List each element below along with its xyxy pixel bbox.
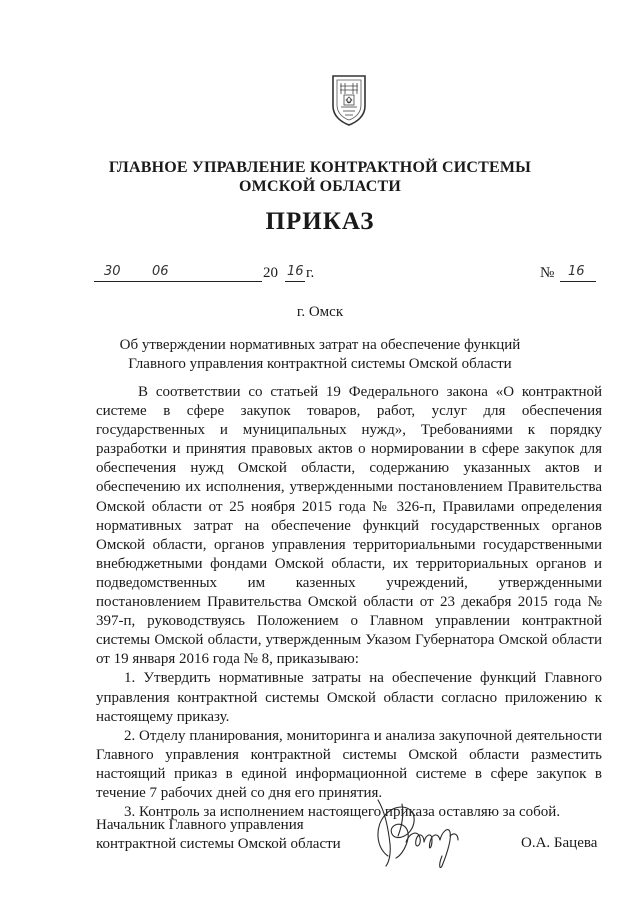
subject-line2: Главного управления контрактной системы Омской области bbox=[128, 356, 512, 372]
year-field bbox=[285, 262, 305, 282]
document-body bbox=[96, 383, 602, 822]
number-field bbox=[560, 262, 596, 282]
subject-line1: Об утверждении нормативных затрат на обеспечение функций bbox=[119, 337, 521, 353]
subject bbox=[0, 336, 640, 374]
city: г. Омск bbox=[296, 304, 344, 320]
date-day: 30 bbox=[104, 264, 121, 279]
signer-name: О.А. Бацева bbox=[521, 835, 598, 851]
organization-name-line1: ГЛАВНОЕ УПРАВЛЕНИЕ КОНТРАКТНОЙ СИСТЕМЫ bbox=[108, 159, 532, 176]
number-label: № bbox=[540, 265, 555, 281]
date-number-row bbox=[0, 262, 640, 286]
order-item-2: 2. Отделу планирования, мониторинга и анализа закупочной деятельности Главного управления контрактной системы Омской области разместить настоящий приказ в единой информационной системе в сфере закупок в течение 7 рабочих дней со дня его принятия. bbox=[96, 727, 602, 801]
handwritten-signature-icon bbox=[366, 796, 470, 872]
date-month: 06 bbox=[152, 264, 169, 279]
document-number: 16 bbox=[568, 264, 585, 279]
organization-name-line2: ОМСКОЙ ОБЛАСТИ bbox=[239, 178, 401, 195]
svg-text:Ѡ: Ѡ bbox=[346, 99, 352, 105]
signer-position bbox=[96, 816, 341, 854]
order-item-1: 1. Утвердить нормативные затраты на обеспечение функций Главного управления контрактной системы Омской области согласно приложению к настоящему приказу. bbox=[96, 670, 602, 725]
year-prefix: 20 bbox=[263, 265, 278, 281]
year-label: г. bbox=[306, 265, 315, 281]
date-field bbox=[94, 262, 262, 282]
coat-of-arms-icon bbox=[329, 74, 369, 126]
year-suffix-handwritten: 16 bbox=[287, 264, 304, 279]
order-item-3: 3. Контроль за исполнением настоящего приказа оставляю за собой. bbox=[124, 804, 561, 821]
preamble-paragraph: В соответствии со статьей 19 Федерального закона «О контрактной системе в сфере закупок товаров, работ, услуг для обеспечения государственных и муниципальных нужд», Требованиями к порядку разработки и принятия правовых актов о нормировании в сфере закупок для обеспечения нужд Омской области, содержанию указанных актов и обеспечению их исполнения, утвержденными постановлением Правительства Омской области от 25 ноября 2015 года № 326-п, Правилами определения нормативных затрат на обеспечение функций государственных органов Омской области, органов управления территориальными государственными внебюджетными фондами Омской области, их территориальных органов и подведомственных им казенных учреждений, утвержденными постановлением Правительства Омской области от 23 декабря 2015 года № 397-п, руководствуясь Положением о Главном управлении контрактной системы Омской области, утвержденным Указом Губернатора Омской области от 19 января 2016 года № 8, приказываю: bbox=[96, 384, 602, 668]
document-type: ПРИКАЗ bbox=[265, 208, 375, 235]
signer-position-line2: контрактной системы Омской области bbox=[96, 836, 341, 852]
signer-position-line1: Начальник Главного управления bbox=[96, 817, 304, 833]
organization-name bbox=[0, 158, 640, 196]
